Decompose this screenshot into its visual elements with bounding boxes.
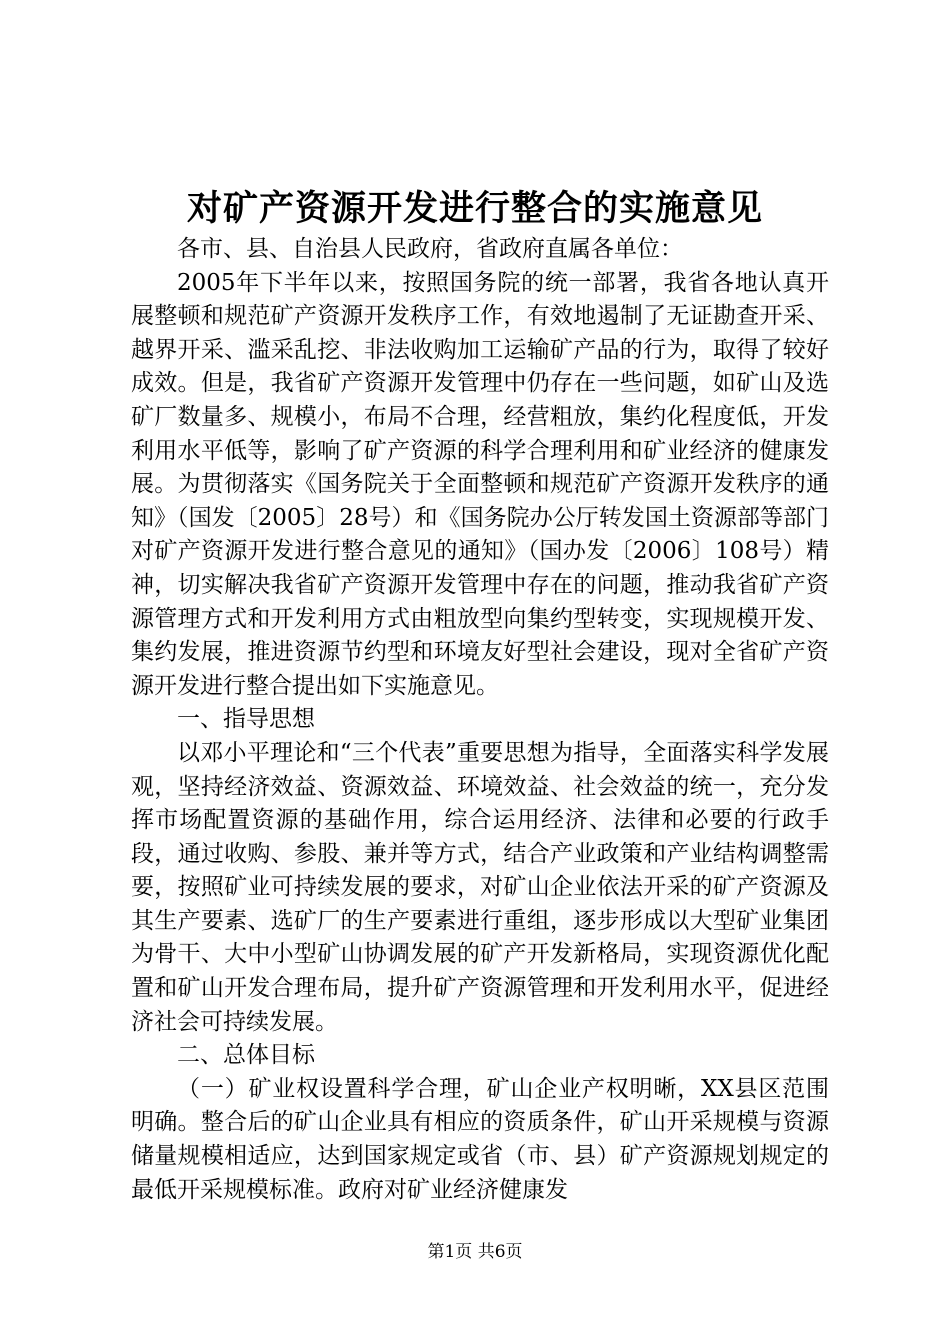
section-paragraph-overall-goals: （一）矿业权设置科学合理，矿山企业产权明晰，XX县区范围明确。整合后的矿山企业具有相应的资质条件，矿山开采规模与资源储量规模相适应，达到国家规定或省（市、县）矿产资源规划规定的最低开采规模标准。政府对矿业经济健康发 bbox=[131, 1075, 829, 1203]
section-heading-overall-goals: 二、总体目标 bbox=[177, 1042, 315, 1069]
salutation: 各市、县、自治县人民政府，省政府直属各单位： bbox=[177, 236, 683, 262]
document-title: 对矿产资源开发进行整合的实施意见 bbox=[186, 188, 763, 229]
intro-paragraph: 2005年下半年以来，按照国务院的统一部署，我省各地认真开展整顿和规范矿产资源开发秩序工作，有效地遏制了无证勘查开采、越界开采、滥采乱挖、非法收购加工运输矿产品的行为，取得了较好成效。但是，我省矿产资源开发管理中仍存在一些问题，如矿山及选矿厂数量多、规模小，布局不合理，经营粗放，集约化程度低，开发利用水平低等，影响了矿产资源的科学合理利用和矿业经济的健康发展。为贯彻落实《国务院关于全面整顿和规范矿产资源开发秩序的通知》（国发〔2005〕28号）和《国务院办公厅转发国土资源部等部门对矿产资源开发进行整合意见的通知》（国办发〔2006〕108号）精神，切实解决我省矿产资源开发管理中存在的问题，推动我省矿产资源管理方式和开发利用方式由粗放型向集约型转变，实现规模开发、集约发展，推进资源节约型和环境友好型社会建设，现对全省矿产资源开发进行整合提出如下实施意见。 bbox=[131, 269, 829, 699]
document-body bbox=[131, 233, 829, 1207]
page-number-footer: 第1页 共6页 bbox=[427, 1242, 523, 1262]
section-paragraph-guiding-ideology: 以邓小平理论和“三个代表”重要思想为指导，全面落实科学发展观，坚持经济效益、资源效益、环境效益、社会效益的统一，充分发挥市场配置资源的基础作用，综合运用经济、法律和必要的行政手段，通过收购、参股、兼并等方式，结合产业政策和产业结构调整需要，按照矿业可持续发展的要求，对矿山企业依法开采的矿产资源及其生产要素、选矿厂的生产要素进行重组，逐步形成以大型矿业集团为骨干、大中小型矿山协调发展的矿产开发新格局，实现资源优化配置和矿山开发合理布局，提升矿产资源管理和开发利用水平，促进经济社会可持续发展。 bbox=[131, 739, 829, 1035]
section-heading-guiding-ideology: 一、指导思想 bbox=[177, 706, 315, 733]
